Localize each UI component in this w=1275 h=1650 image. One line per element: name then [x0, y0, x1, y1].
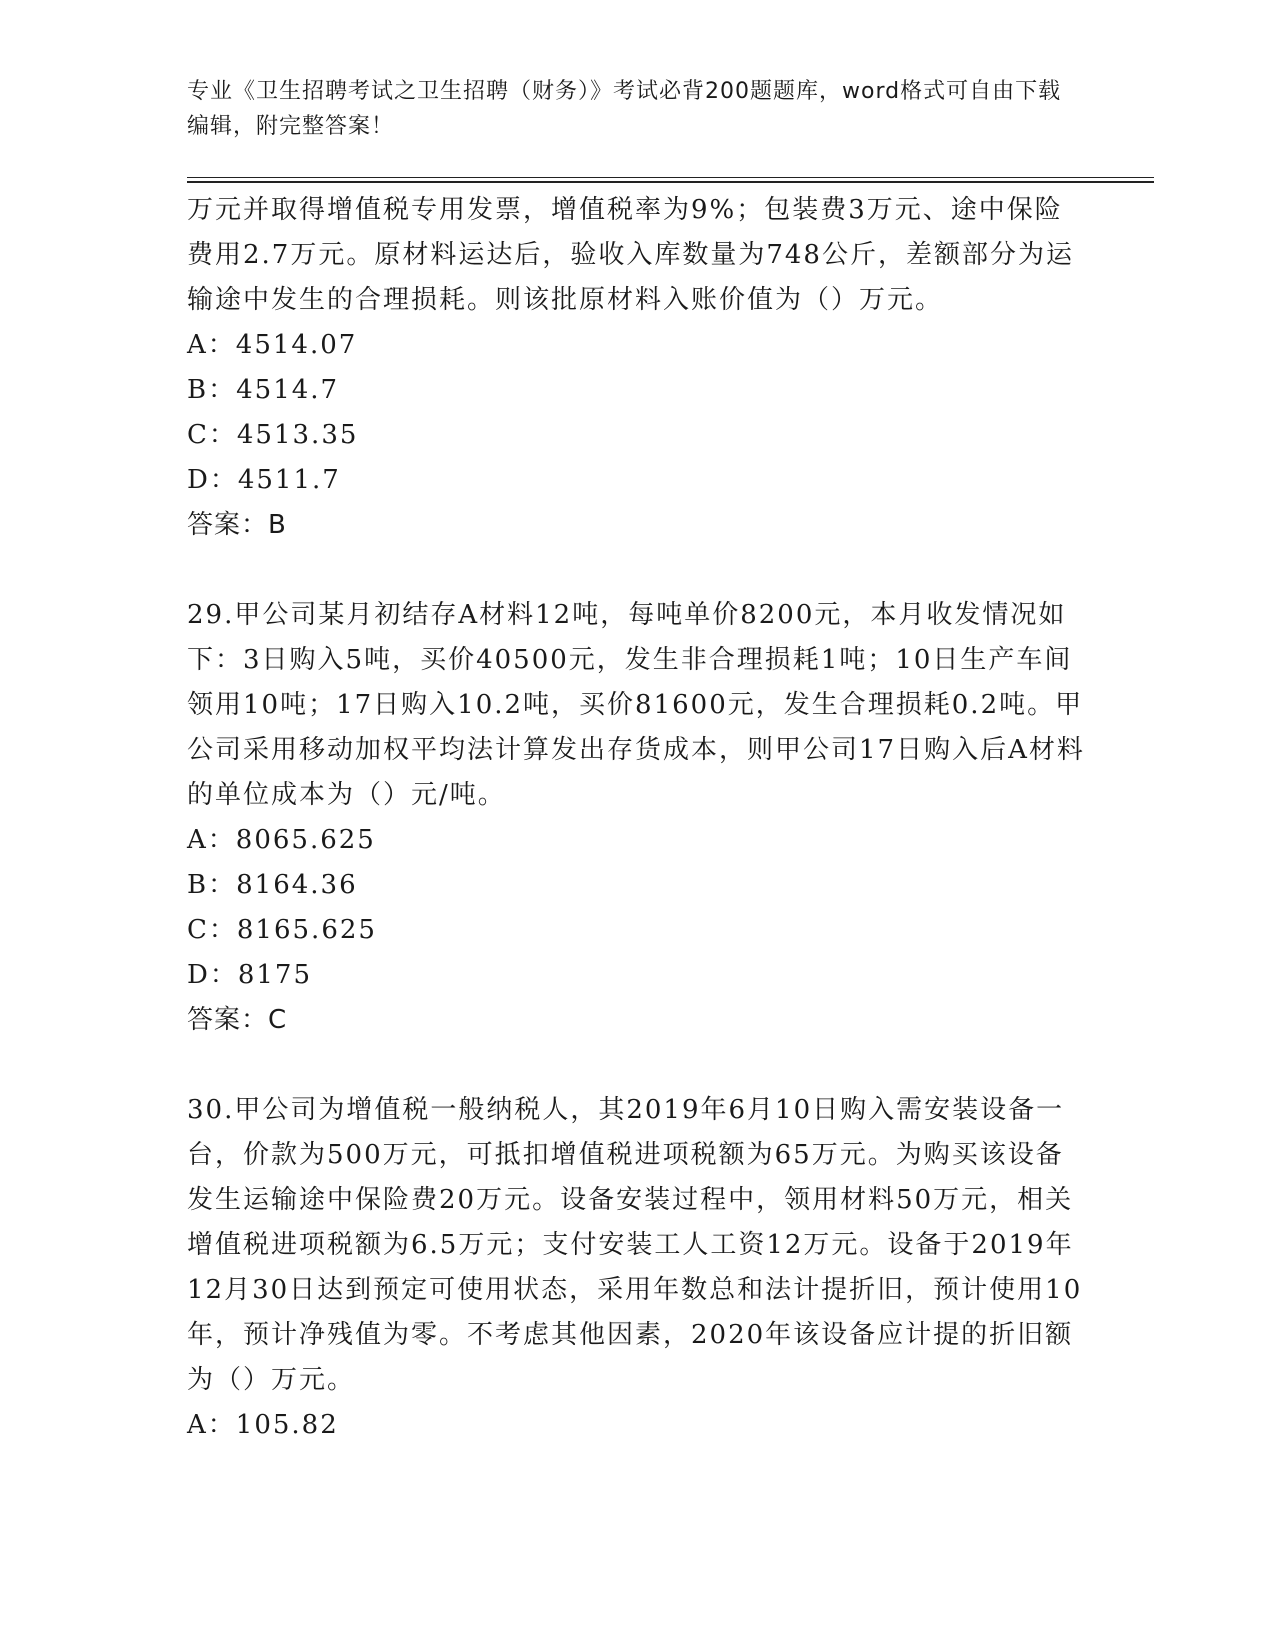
option-d: D：4511.7	[187, 465, 341, 495]
page-header	[187, 74, 1067, 144]
option-a: A：4514.07	[187, 330, 358, 360]
document-body	[187, 188, 1087, 1448]
question-spacer	[187, 1043, 1087, 1088]
question-text: 30.甲公司为增值税一般纳税人，其2019年6月10日购入需安装设备一台，价款为500万元，可抵扣增值税进项税额为65万元。为购买该设备发生运输途中保险费20万元。设备安装过程中，领用材料50万元，相关增值税进项税额为6.5万元；支付安装工人工资12万元。设备于2019年12月30日达到预定可使用状态，采用年数总和法计提折旧，预计使用10年，预计净残值为零。不考虑其他因素，2020年该设备应计提的折旧额为（）万元。	[187, 1095, 1083, 1395]
question-text: 万元并取得增值税专用发票，增值税率为9%；包装费3万元、途中保险费用2.7万元。原材料运达后，验收入库数量为748公斤，差额部分为运输途中发生的合理损耗。则该批原材料入账价值为（）万元。	[187, 195, 1074, 315]
header-title: 专业《卫生招聘考试之卫生招聘（财务）》考试必背200题题库，word格式可自由下载编辑，附完整答案！	[187, 79, 1062, 139]
option-c: C：8165.625	[187, 915, 377, 945]
question-spacer	[187, 548, 1087, 593]
option-b: B：4514.7	[187, 375, 340, 405]
option-a: A：8065.625	[187, 825, 376, 855]
question-29	[187, 593, 1087, 1043]
option-c: C：4513.35	[187, 420, 359, 450]
question-30	[187, 1088, 1087, 1448]
header-rule-thin	[187, 177, 1154, 178]
question-text: 29.甲公司某月初结存A材料12吨，每吨单价8200元，本月收发情况如下：3日购入5吨，买价40500元，发生非合理损耗1吨；10日生产车间领用10吨；17日购入10.2吨，买价81600元，发生合理损耗0.2吨。甲公司采用移动加权平均法计算发出存货成本，则甲公司17日购入后A材料的单位成本为（）元/吨。	[187, 600, 1085, 810]
answer-line: 答案：B	[187, 510, 287, 540]
question-fragment	[187, 188, 1087, 548]
answer-line: 答案：C	[187, 1005, 288, 1035]
option-a: A：105.82	[187, 1410, 339, 1440]
option-d: D：8175	[187, 960, 313, 990]
option-b: B：8164.36	[187, 870, 358, 900]
header-rule-thick	[187, 181, 1154, 183]
